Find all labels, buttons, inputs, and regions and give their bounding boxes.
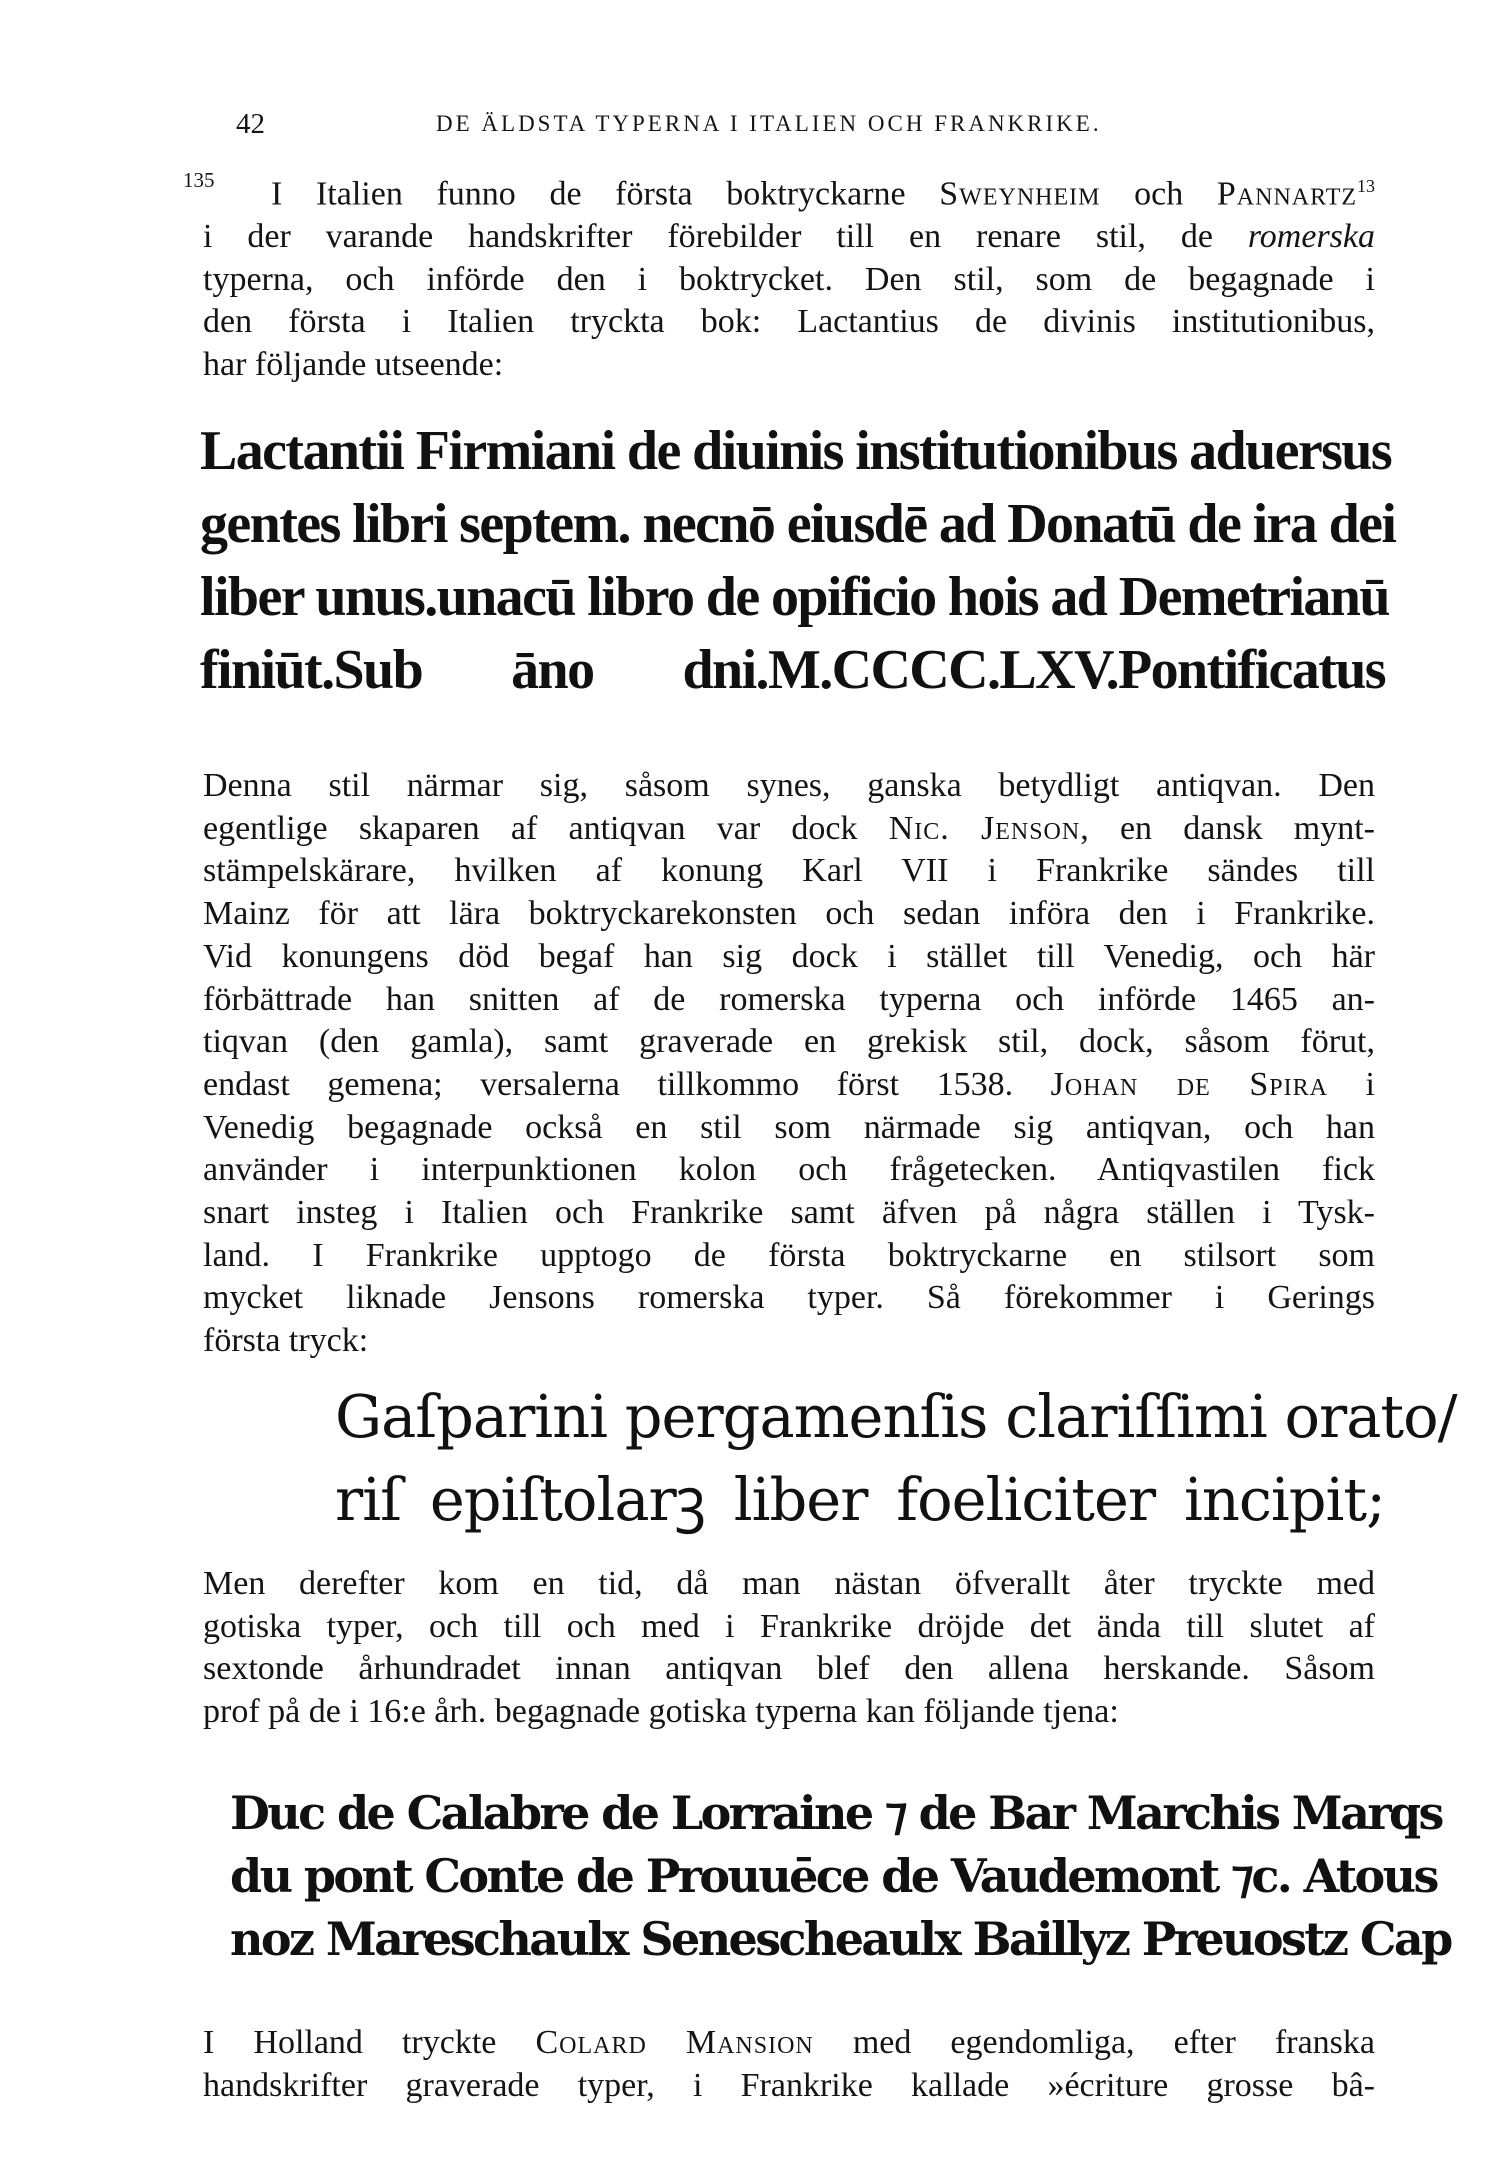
text-run: och (1100, 175, 1217, 213)
specimen-line: gentes libri septem. necnō eiusdē ad Donatū de ira dei (200, 493, 1396, 555)
text-line: stämpelskärare, hvilken af konung Karl VII i Frankrike sändes till (203, 852, 1375, 890)
paragraph-1 (203, 165, 1375, 387)
text-run (647, 2024, 686, 2061)
specimen-line: Gaſparini pergamenſis clariſſimi orato/ (335, 1382, 1457, 1451)
running-head-title: DE ÄLDSTA TYPERNA I ITALIEN OCH FRANKRIKE. (436, 111, 1102, 136)
type-specimen-lactantius (200, 415, 1396, 707)
page-number: 42 (236, 108, 265, 140)
printer-name-nic: Nic. (888, 809, 950, 847)
type-specimen-gering (200, 1375, 1457, 1541)
text-line: förbättrade han snitten af de romerska typerna och införde 1465 an- (203, 980, 1375, 1018)
printer-name-pannartz: Pannartz (1216, 175, 1358, 213)
text-line: Venedig begagnade också en stil som närmade sig antiqvan, och han (203, 1108, 1375, 1146)
type-specimen-gothic (200, 1782, 1451, 1971)
text-run: i der varande handskrifter förebilder till en renare stil, de (203, 218, 1248, 256)
text-line (203, 165, 1375, 216)
paragraph-2 (203, 765, 1375, 1363)
text-line: prof på de i 16:e årh. begagnade gotiska typerna kan följande tjena: (203, 1693, 1119, 1731)
specimen-line: liber unus.unacū libro de opificio hois ad Demetrianū (200, 566, 1389, 628)
text-line: sextonde århundradet innan antiqvan blef den allena herskande. Såsom (203, 1650, 1375, 1688)
specimen-line: finiūt.Sub āno dni.M.CCCC.LXV.Pontificatus (200, 639, 1385, 701)
text-line: handskrifter graverade typer, i Frankrike kallade »écriture grosse bâ- (203, 2066, 1375, 2104)
text-line (203, 808, 1375, 851)
text-run (950, 810, 981, 847)
running-head (200, 108, 1380, 148)
text-run: I Holland tryckte (203, 2024, 536, 2061)
text-line: land. I Frankrike upptogo de första boktryckarne en stilsort som (203, 1236, 1375, 1274)
text-line (203, 1064, 1375, 1107)
text-line: första tryck: (203, 1322, 369, 1360)
margin-note-number: 135 (183, 168, 215, 192)
printer-name-sweynheim: Sweynheim (939, 175, 1101, 213)
specimen-line: noz Mareschaulx Senescheaulx Baillyz Preuostz Cap (230, 1912, 1451, 1966)
text-line: Men derefter kom en tid, då man nästan öfverallt åter tryckte med (203, 1565, 1375, 1602)
text-line: mycket liknade Jensons romerska typer. Så förekommer i Gerings (203, 1279, 1375, 1317)
text-line: Vid konungens död begaf han sig dock i stället till Venedig, och här (203, 937, 1375, 975)
specimen-line: du pont Conte de Prouuēce de Vaudemont ⁊c. Atous (230, 1849, 1437, 1903)
printer-name-johan-de-spira: Johan de Spira (1050, 1065, 1328, 1103)
specimen-line: Lactantii Firmiani de diuinis institutionibus aduersus (200, 420, 1392, 482)
text-line (203, 2022, 1375, 2065)
text-run: endast gemena; versalerna tillkommo först 1538. (203, 1065, 1051, 1103)
text-run: i (1327, 1065, 1375, 1103)
text-line: snart insteg i Italien och Frankrike samt äfven på några ställen i Tysk- (203, 1194, 1375, 1232)
text-run: I Italien funno de första boktryckarne (271, 175, 940, 213)
specimen-line: Duc de Calabre de Lorraine ⁊ de Bar Marchis Marqs (230, 1786, 1442, 1840)
text-line: använder i interpunktionen kolon och frågetecken. Antiqvastilen fick (203, 1151, 1375, 1189)
text-line: den första i Italien tryckta bok: Lactantius de divinis institutionibus, (203, 303, 1375, 341)
paragraph-3 (203, 1563, 1375, 1734)
text-line: typerna, och införde den i boktrycket. Den stil, som de begagnade i (203, 260, 1375, 298)
footnote-ref: 13 (1357, 176, 1376, 196)
text-run: , en dansk mynt- (1080, 809, 1375, 847)
text-line (203, 216, 1375, 259)
text-line: tiqvan (den gamla), samt graverade en grekisk stil, dock, såsom förut, (203, 1023, 1375, 1061)
printer-name-mansion: Mansion (685, 2024, 814, 2061)
emphasis-romerska: romerska (1247, 218, 1375, 256)
text-line: Denna stil närmar sig, såsom synes, ganska betydligt antiqvan. Den (203, 767, 1375, 804)
specimen-line: riſ epiſtolarꝫ liber foeliciter incipit; (335, 1465, 1385, 1534)
paragraph-4 (203, 2022, 1375, 2107)
text-line: gotiska typer, och till och med i Frankrike dröjde det ända till slutet af (203, 1607, 1375, 1645)
text-run: egentlige skaparen af antiqvan var dock (203, 809, 889, 847)
printer-name-colard: Colard (535, 2024, 647, 2061)
text-run: med egendomliga, efter franska (813, 2024, 1375, 2061)
text-line: har följande utseende: (203, 346, 504, 384)
printer-name-jenson: Jenson (980, 809, 1081, 847)
text-line: Mainz för att lära boktryckarekonsten och sedan införa den i Frankrike. (203, 895, 1375, 933)
